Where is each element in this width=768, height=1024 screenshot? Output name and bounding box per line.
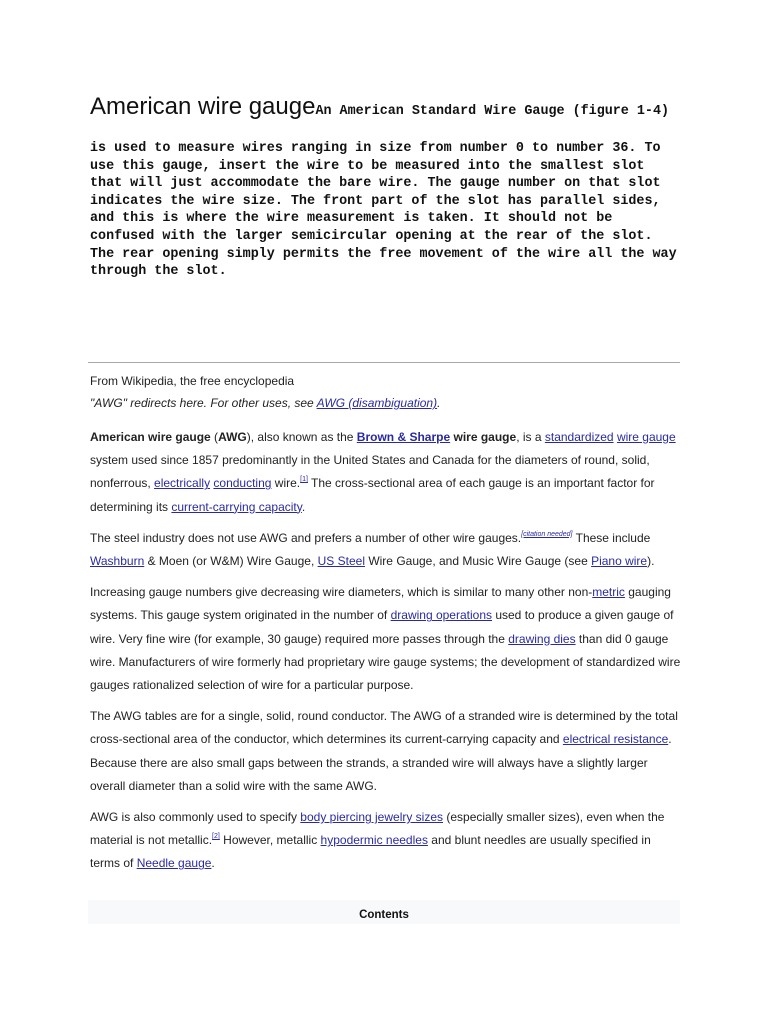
contents-title: Contents	[359, 909, 409, 921]
link-conducting[interactable]: conducting	[213, 476, 272, 491]
link-standardized[interactable]: standardized	[544, 430, 614, 444]
link-needle-gauge[interactable]: Needle gauge	[136, 856, 212, 871]
paragraph-steel-industry: The steel industry does not use AWG and prefers a number of other wire gauges.[citation needed] These include Washburn & Moen (or W&M) Wire Gauge, US Steel Wire Gauge, and Music Wire Gauge (see Piano wire).	[90, 530, 655, 569]
link-hypodermic-needles[interactable]: hypodermic needles	[320, 833, 428, 848]
mono-paragraph: is used to measure wires ranging in size from number 0 to number 36. To use this gauge, insert the wire to be measured into the smallest slot that will just accommodate the bare wire. The gauge number on that slot indicates the wire size. The front part of the slot has parallel sides, and this is where the wire measurement is taken. It should not be confused with the larger semicircular opening at the rear of the slot. The rear opening simply permits the free movement of the wire all the way through the slot.	[90, 141, 677, 280]
citation-needed[interactable]: [citation needed]	[521, 530, 573, 538]
link-us-steel[interactable]: US Steel	[317, 554, 365, 569]
paragraph-awg-tables: The AWG tables are for a single, solid, round conductor. The AWG of a stranded wire is determined by the total cross-sectional area of the conductor, which determines its current-carrying capacity and electrical resistance. Because there are also small gaps between the strands, a stranded wire will always have a slightly larger overall diameter than a solid wire with the same AWG.	[90, 709, 678, 793]
link-drawing-operations[interactable]: drawing operations	[390, 608, 492, 623]
title-mono-text: An American Standard Wire Gauge (figure 1-4)	[315, 104, 670, 119]
reference-1[interactable]: [1]	[300, 476, 308, 484]
link-metric[interactable]: metric	[592, 585, 625, 600]
link-washburn[interactable]: Washburn	[90, 554, 145, 569]
link-electrically[interactable]: electrically	[154, 476, 211, 491]
link-drawing-dies[interactable]: drawing dies	[508, 631, 576, 646]
document-header	[90, 92, 680, 281]
from-wikipedia: From Wikipedia, the free encyclopedia	[90, 374, 295, 388]
title-line	[90, 92, 680, 122]
link-current-carrying-capacity[interactable]: current-carrying capacity	[171, 499, 302, 514]
wiki-article	[90, 372, 682, 876]
contents-box	[88, 900, 680, 924]
paragraph-gauge-numbers: Increasing gauge numbers give decreasing wire diameters, which is similar to many other non-metric gauging systems. This gauge system originated in the number of drawing operations used to produce a given gauge of wire. Very fine wire (for example, 30 gauge) required more passes through the drawing dies than did 0 gauge wire. Manufacturers of wire formerly had proprietary wire gauge systems; the development of standardized wire gauges rationalized selection of wire for a particular purpose.	[90, 585, 681, 693]
paragraph-intro: American wire gauge (AWG), also known as the Brown & Sharpe wire gauge, is a standardized wire gauge system used since 1857 predominantly in the United States and Canada for the diameters of round, solid, nonferrous, electrically conducting wire.[1] The cross-sectional area of each gauge is an important factor for determining its current-carrying capacity.	[90, 430, 676, 514]
page-title: American wire gauge	[90, 93, 316, 120]
link-electrical-resistance[interactable]: electrical resistance	[562, 732, 669, 747]
link-awg-disambiguation[interactable]: AWG (disambiguation)	[316, 396, 438, 410]
paragraph-body-piercing: AWG is also commonly used to specify body piercing jewelry sizes (especially smaller sizes), even when the material is not metallic.[2] However, metallic hypodermic needles and blunt needles are usually specified in terms of Needle gauge.	[90, 810, 665, 871]
link-piano-wire[interactable]: Piano wire	[591, 554, 648, 569]
divider	[88, 362, 680, 363]
link-brown-sharpe[interactable]: Brown & Sharpe	[356, 430, 451, 444]
reference-2[interactable]: [2]	[212, 833, 220, 841]
link-wire-gauge[interactable]: wire gauge	[616, 430, 676, 444]
hatnote: "AWG" redirects here. For other uses, see AWG (disambiguation).	[90, 396, 441, 410]
link-body-piercing-jewelry[interactable]: body piercing jewelry sizes	[300, 810, 444, 825]
